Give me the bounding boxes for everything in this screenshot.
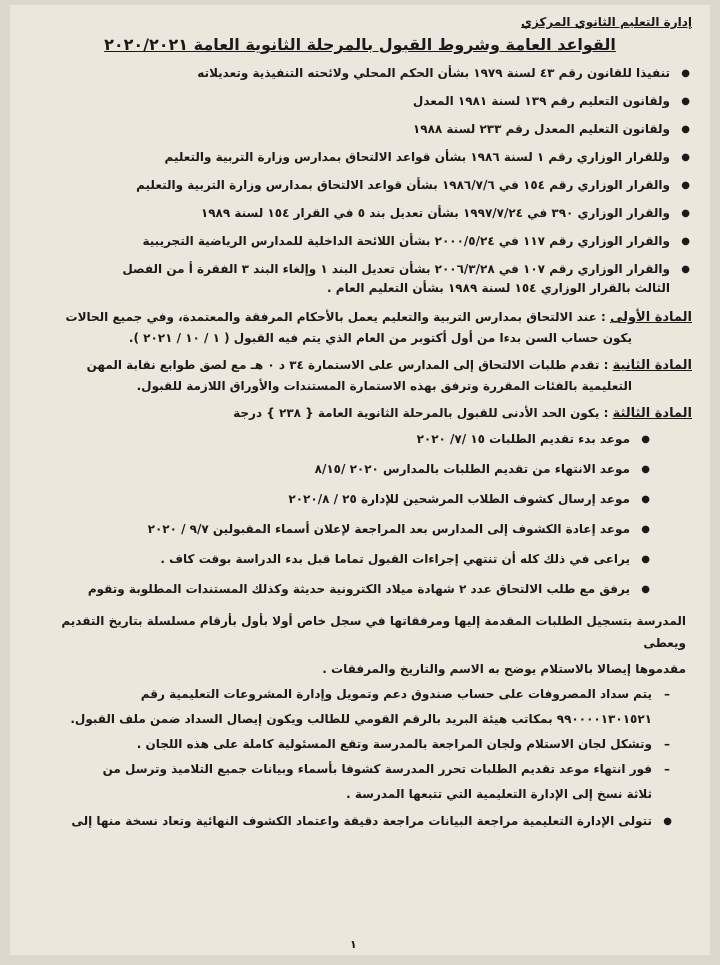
article-text: : تقدم طلبات الالتحاق إلى المدارس على الاستمارة ٣٤ د ٠ هـ مع لصق طوابع نقابة المهن xyxy=(86,358,609,372)
list-item: ● موعد إرسال كشوف الطلاب المرشحين للإدارة ٢٥ / ٢٠٢٠/٨ xyxy=(28,490,652,509)
list-item: ● ولقانون التعليم المعدل رقم ٢٣٣ لسنة ١٩٨٨ xyxy=(28,120,692,139)
article-label: المادة الثانية xyxy=(612,358,692,373)
department-header: إدارة التعليم الثانوي المركزي xyxy=(520,15,692,29)
article-1 xyxy=(28,307,692,349)
dates-list xyxy=(28,430,692,599)
list-item: ● والقرار الوزاري رقم ١٥٤ في ١٩٨٦/٧/٦ بشأن قواعد الالتحاق بمدارس وزارة التربية والتعليم xyxy=(28,176,692,195)
laws-list xyxy=(28,64,692,298)
list-item: ٩٩٠٠٠٠١٣٠١٥٢١ بمكاتب هيئة البريد بالرقم القومي للطالب ويكون إيصال السداد ضمن ملف القبول. xyxy=(70,712,652,726)
list-item-text: والقرار الوزاري رقم ١٠٧ في ٢٠٠٦/٣/٢٨ بشأن تعديل البند ١ وإلغاء البند ٣ الفقرة أ من الفصل xyxy=(122,262,670,276)
list-item: ● موعد بدء تقديم الطلبات ١٥ /٧/ ٢٠٢٠ xyxy=(28,430,652,449)
list-item: ● تتولى الإدارة التعليمية مراجعة البيانات مراجعة دقيقة واعتماد الكشوف النهائية وتعاد نسخة منها إلى xyxy=(28,811,692,832)
list-item: ثلاثة نسخ إلى الإدارة التعليمية التي تتبعها المدرسة . xyxy=(346,787,652,801)
procedures-list xyxy=(28,684,692,805)
article-label: المادة الثالثة xyxy=(612,406,692,421)
list-item: ● تنفيذا للقانون رقم ٤٣ لسنة ١٩٧٩ بشأن الحكم المحلي ولائحته التنفيذية وتعديلاته xyxy=(28,64,692,83)
article-text: : عند الالتحاق بمدارس التربية والتعليم يعمل بالأحكام المرفقة والمعتمدة، وفي جميع الحالات xyxy=(65,310,606,324)
list-item: ● ولقانون التعليم رقم ١٣٩ لسنة ١٩٨١ المعدل xyxy=(28,92,692,111)
final-bullet-list xyxy=(28,811,692,832)
article-3 xyxy=(28,403,692,424)
list-item: ● والقرار الوزاري رقم ١١٧ في ٢٠٠٠/٥/٢٤ بشأن اللائحة الداخلية للمدارس الرياضية التجريبية xyxy=(28,232,692,251)
article-label: المادة الأولى xyxy=(609,310,692,325)
list-item: ● والقرار الوزاري ٣٩٠ في ١٩٩٧/٧/٢٤ بشأن تعديل بند ٥ في القرار ١٥٤ لسنة ١٩٨٩ xyxy=(28,204,692,223)
article-continuation: يكون حساب السن بدءا من أول أكتوبر من العام الذي يتم فيه القبول ( ١ / ١٠ / ٢٠٢١ ). xyxy=(128,331,632,345)
list-item: ● موعد إعادة الكشوف إلى المدارس بعد المراجعة لإعلان أسماء المقبولين ٩/٧ / ٢٠٢٠ xyxy=(28,520,652,539)
list-item: ● يرفق مع طلب الالتحاق عدد ٢ شهادة ميلاد الكترونية حديثة وكذلك المستندات المطلوبة وتقوم xyxy=(28,580,652,599)
article-text: : يكون الحد الأدنى للقبول بالمرحلة الثانوية العامة { ٢٣٨ } درجة xyxy=(233,406,609,420)
document-page xyxy=(10,5,710,955)
article-2 xyxy=(28,355,692,397)
paragraph-line: مقدموها إيصالا بالاستلام يوضح به الاسم والتاريخ والمرفقات . xyxy=(322,662,686,676)
list-item: – وتشكل لجان الاستلام ولجان المراجعة بالمدرسة وتقع المسئولية كاملة على هذه اللجان . xyxy=(28,734,692,755)
list-item: ● وللقرار الوزاري رقم ١ لسنة ١٩٨٦ بشأن قواعد الالتحاق بمدارس وزارة التربية والتعليم xyxy=(28,148,692,167)
page-number: ١ xyxy=(350,938,357,951)
list-item: – فور انتهاء موعد تقديم الطلبات تحرر المدرسة كشوفا بأسماء وبيانات جميع التلاميذ وترسل من xyxy=(28,759,692,780)
list-item: ● يراعى في ذلك كله أن تنتهي إجراءات القبول تماما قبل بدء الدراسة بوقت كاف . xyxy=(28,550,652,569)
paragraph-line: المدرسة بتسجيل الطلبات المقدمة إليها ومرفقاتها في سجل خاص أولا بأول بأرقام مسلسلة بتاريخ التقديم ويعطى xyxy=(61,614,686,650)
list-item: ● موعد الانتهاء من تقديم الطلبات بالمدارس ٢٠٢٠ /٨/١٥ xyxy=(28,460,652,479)
article-continuation: التعليمية بالفئات المقررة وترفق بهذه الاستمارة المستندات والأوراق اللازمة للقبول. xyxy=(136,379,632,393)
list-item xyxy=(28,260,692,298)
list-item-continuation: الثالث بالقرار الوزاري ١٥٤ لسنة ١٩٨٩ بشأن التعليم العام . xyxy=(327,281,670,295)
document-title: القواعد العامة وشروط القبول بالمرحلة الثانوية العامة ٢٠٢٠/٢٠٢١ xyxy=(104,35,616,54)
list-item: – يتم سداد المصروفات على حساب صندوق دعم وتمويل وإدارة المشروعات التعليمية رقم xyxy=(28,684,692,705)
